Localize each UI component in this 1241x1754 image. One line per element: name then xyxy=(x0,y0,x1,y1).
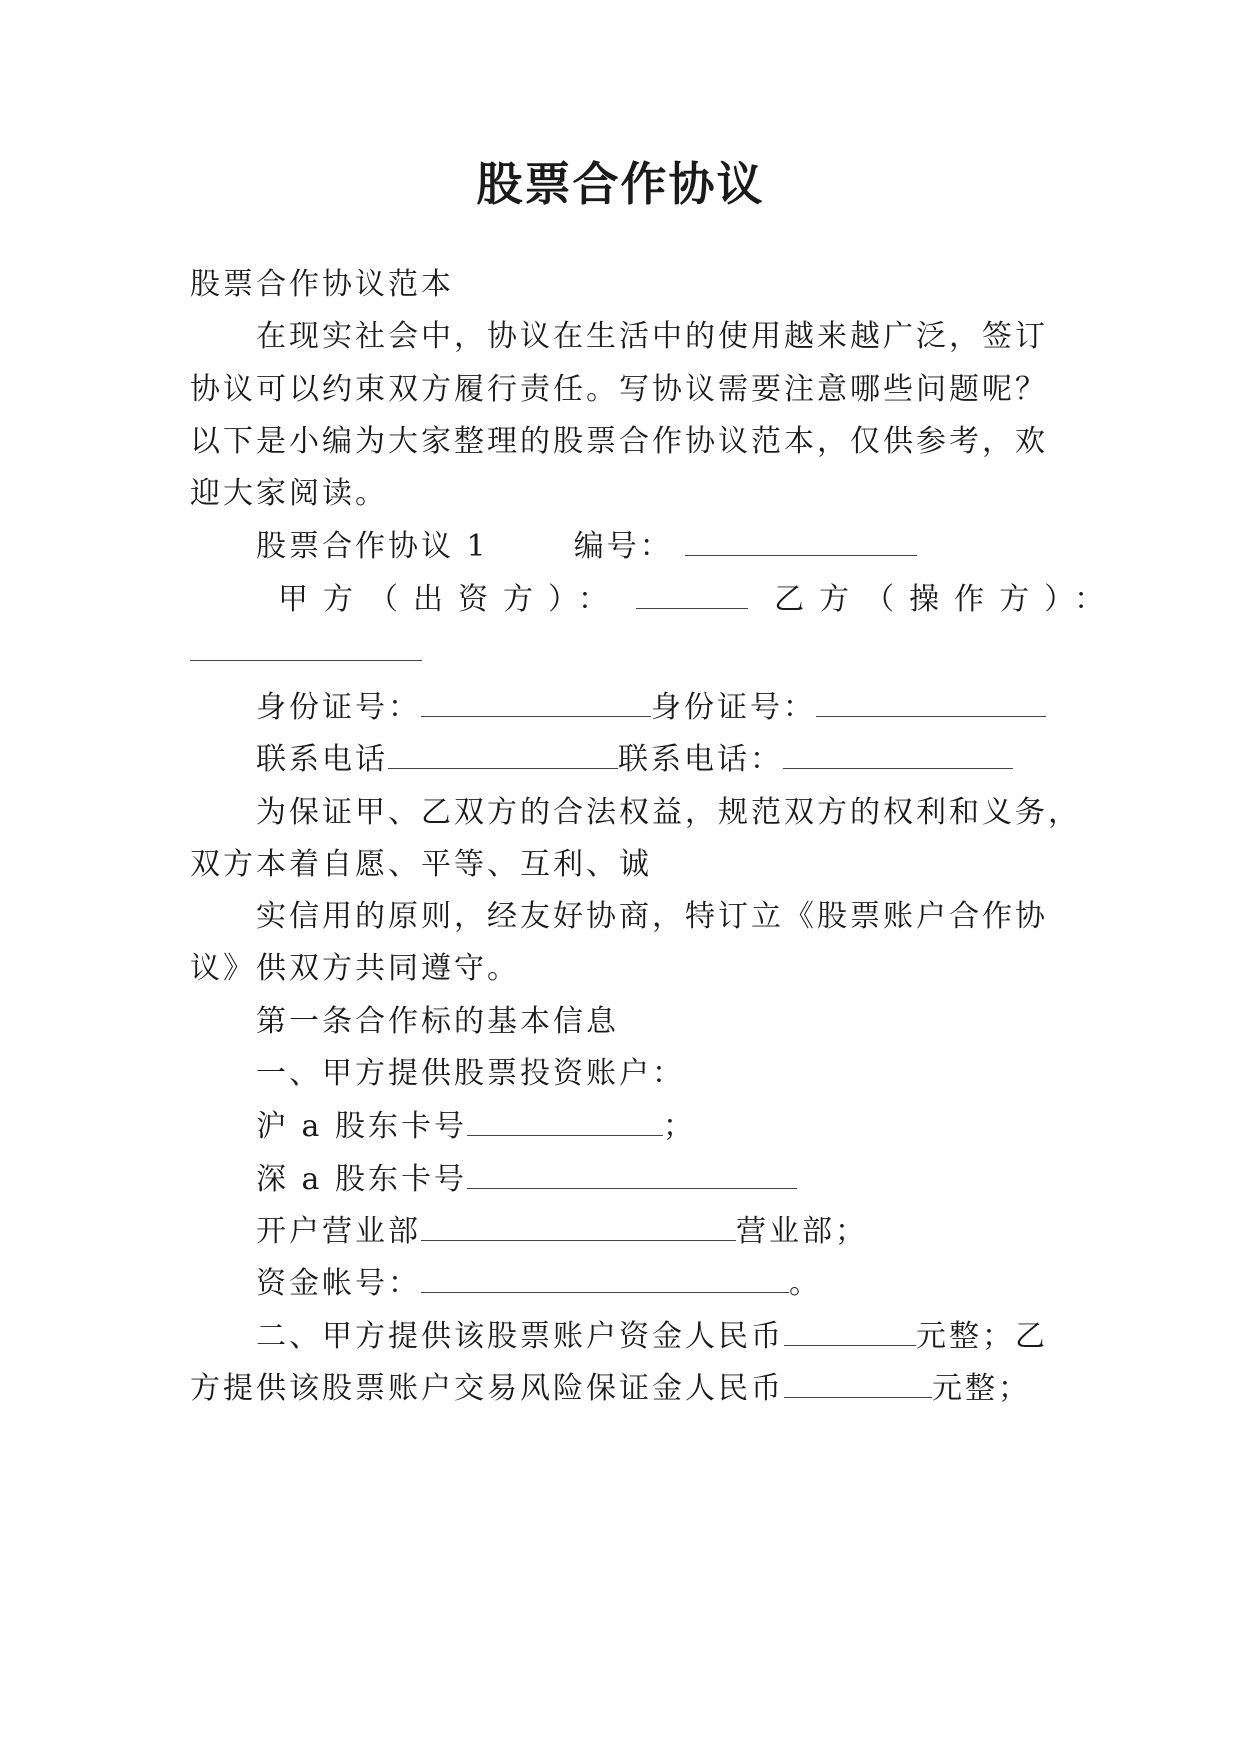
sz-label: 深 a 股东卡号 xyxy=(256,1162,467,1197)
id-row xyxy=(256,688,1136,728)
document-title: 股票合作协议 xyxy=(476,157,765,211)
intro-line-4: 迎大家阅读。 xyxy=(190,476,388,511)
phone-label-b: 联系电话： xyxy=(618,742,783,777)
item-2-line-1 xyxy=(256,1317,1136,1357)
number-label: 编号： xyxy=(573,529,673,564)
branch-label: 开户营业部 xyxy=(256,1214,421,1249)
party-a-blank xyxy=(636,580,748,609)
item-1: 一、甲方提供股票投资账户： xyxy=(256,1056,685,1091)
party-a-label: 甲方（出资方）： xyxy=(278,582,623,617)
sz-account-row xyxy=(256,1160,1136,1200)
subtitle: 股票合作协议范本 xyxy=(190,267,454,302)
agreement-heading-row xyxy=(256,527,1136,567)
id-blank-a xyxy=(421,688,651,717)
party-b-blank xyxy=(190,632,422,661)
party-b-label: 乙方（操作方）： xyxy=(774,582,1120,617)
id-blank-b xyxy=(816,688,1046,717)
item-2-line-2 xyxy=(190,1369,1070,1409)
parties-row xyxy=(278,580,1120,620)
purpose-line-4: 议》供双方共同遵守。 xyxy=(190,951,520,986)
purpose-line-2: 双方本着自愿、平等、互利、诚 xyxy=(190,847,652,882)
fund-account-row xyxy=(256,1264,1136,1304)
fund-label: 资金帐号： xyxy=(256,1266,421,1301)
sh-account-row xyxy=(256,1107,1136,1147)
sz-blank xyxy=(467,1160,797,1189)
purpose-line-3: 实信用的原则，经友好协商，特订立《股票账户合作协 xyxy=(256,899,1048,934)
item-2-blank-a xyxy=(784,1317,916,1346)
purpose-line-1: 为保证甲、乙双方的合法权益，规范双方的权利和义务， xyxy=(256,795,1081,830)
item-2-blank-b xyxy=(784,1369,932,1398)
id-label-b: 身份证号： xyxy=(651,690,816,725)
phone-label-a: 联系电话 xyxy=(256,742,388,777)
sh-label: 沪 a 股东卡号 xyxy=(256,1109,467,1144)
branch-blank xyxy=(421,1212,736,1241)
agreement-heading: 股票合作协议 1 xyxy=(256,529,489,564)
branch-row xyxy=(256,1212,1136,1252)
phone-blank-b xyxy=(783,740,1013,769)
item-2-text-b: 元整；乙 xyxy=(916,1319,1048,1354)
intro-line-3: 以下是小编为大家整理的股票合作协议范本，仅供参考，欢 xyxy=(190,424,1048,459)
phone-row xyxy=(256,740,1136,780)
item-2-text-c: 方提供该股票账户交易风险保证金人民币 xyxy=(190,1371,784,1406)
fund-end: 。 xyxy=(789,1266,822,1301)
party-b-row xyxy=(190,632,1070,672)
sh-blank xyxy=(467,1107,663,1136)
intro-line-1: 在现实社会中，协议在生活中的使用越来越广泛，签订 xyxy=(256,319,1048,354)
phone-blank-a xyxy=(388,740,618,769)
sh-end: ； xyxy=(662,1109,696,1144)
id-label-a: 身份证号： xyxy=(256,690,421,725)
branch-end: 营业部； xyxy=(736,1214,868,1249)
number-blank xyxy=(685,527,917,556)
article-1-heading: 第一条合作标的基本信息 xyxy=(256,1004,619,1039)
item-2-text-a: 二、甲方提供该股票账户资金人民币 xyxy=(256,1319,784,1354)
fund-blank xyxy=(421,1264,789,1293)
item-2-text-d: 元整； xyxy=(932,1371,1031,1406)
intro-line-2: 协议可以约束双方履行责任。写协议需要注意哪些问题呢？ xyxy=(190,372,1048,407)
